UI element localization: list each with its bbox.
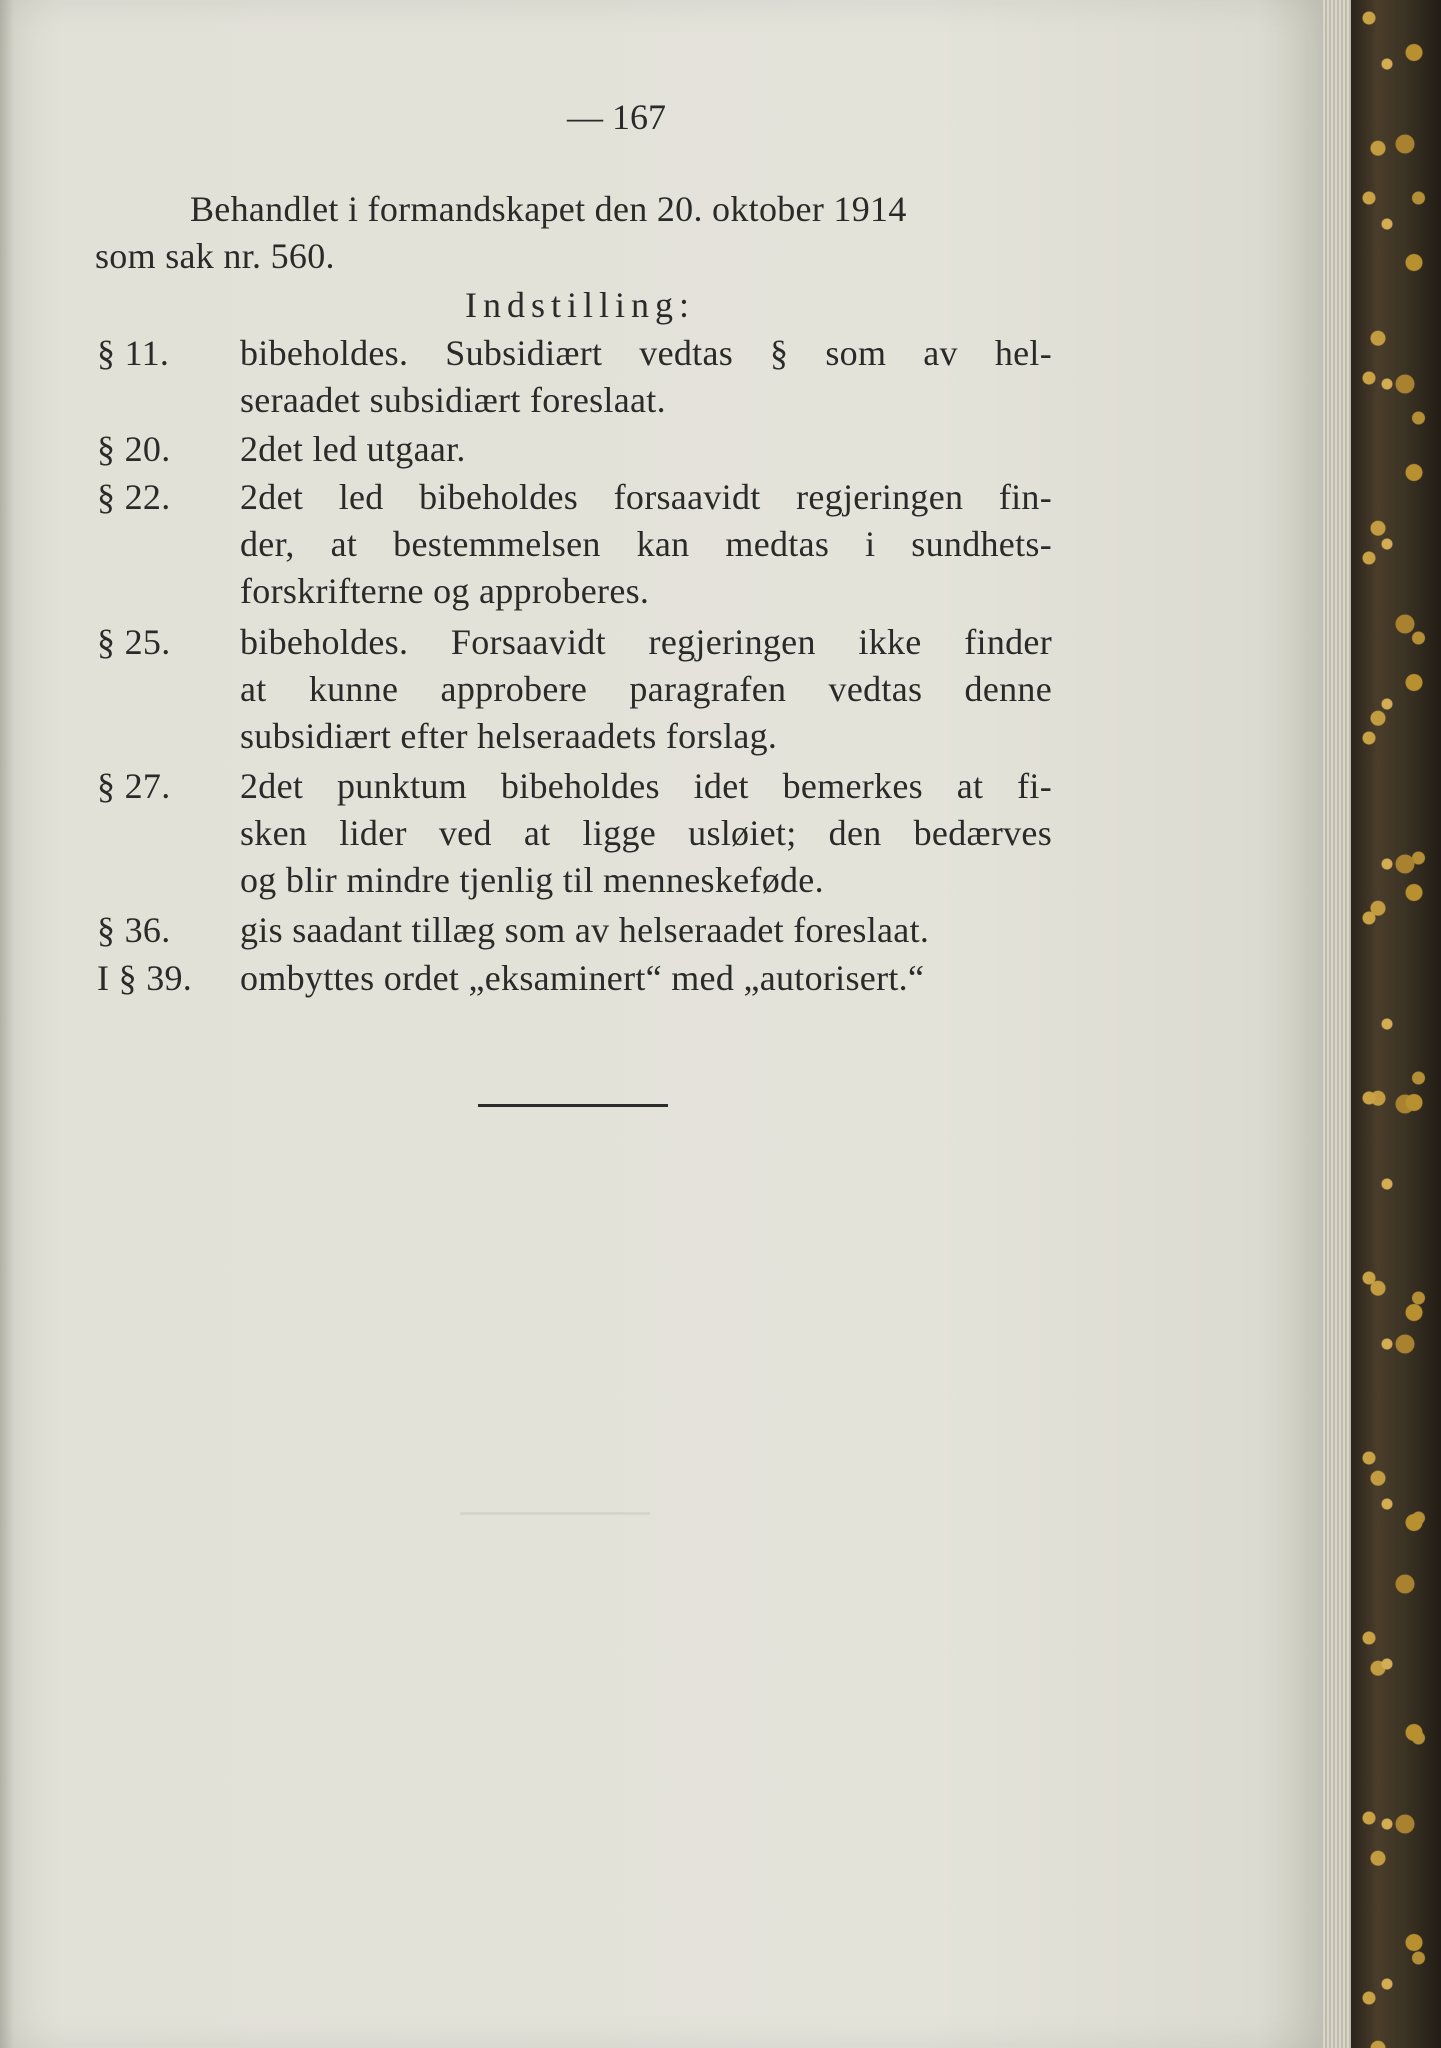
- show-through-rule: [460, 1512, 650, 1515]
- section-line: 2det led utgaar.: [240, 429, 466, 469]
- section-line: sken lider ved at ligge usløiet; den bedærves: [240, 813, 1052, 853]
- section-line: der, at bestemmelsen kan medtas i sundhets-: [240, 524, 1052, 564]
- closing-rule: [478, 1104, 668, 1107]
- section-number: § 22.: [97, 477, 171, 517]
- page-number-text: — 167: [567, 97, 666, 137]
- page-number: [0, 96, 1323, 138]
- section-text: [240, 426, 1052, 473]
- section-text: [240, 330, 1052, 424]
- section-number: § 36.: [97, 910, 171, 950]
- section-text: [240, 955, 1052, 1002]
- section-line: ombyttes ordet „eksaminert“ med „autorisert.“: [240, 958, 925, 998]
- section-number: I § 39.: [97, 958, 193, 998]
- section-text: [240, 763, 1052, 904]
- section-number: § 11.: [97, 333, 170, 373]
- section-line: og blir mindre tjenlig til menneskeføde.: [240, 860, 824, 900]
- intro-line-1: Behandlet i formandskapet den 20. oktober 1914: [190, 189, 907, 229]
- book-binding: [1351, 0, 1441, 2048]
- section-text: [240, 907, 1052, 954]
- section-line: bibeholdes. Forsaavidt regjeringen ikke finder: [240, 622, 1052, 662]
- section-number: § 25.: [97, 622, 171, 662]
- section-line: 2det punktum bibeholdes idet bemerkes at fi-: [240, 766, 1052, 806]
- intro-line-2: som sak nr. 560.: [95, 236, 335, 276]
- section-line: forskrifterne og approberes.: [240, 571, 650, 611]
- section-line: seraadet subsidiært foreslaat.: [240, 380, 666, 420]
- section-text: [240, 474, 1052, 615]
- section-line: 2det led bibeholdes forsaavidt regjeringen fin-: [240, 477, 1052, 517]
- section-line: at kunne approbere paragrafen vedtas denne: [240, 669, 1052, 709]
- section-number: § 20.: [97, 429, 171, 469]
- indstilling-heading: Indstilling:: [464, 285, 695, 325]
- section-line: subsidiært efter helseraadets forslag.: [240, 716, 778, 756]
- page-edges: [1323, 0, 1351, 2048]
- section-text: [240, 619, 1052, 760]
- section-line: bibeholdes. Subsidiært vedtas § som av hel-: [240, 333, 1052, 373]
- section-line: gis saadant tillæg som av helseraadet foreslaat.: [240, 910, 930, 950]
- section-number: § 27.: [97, 766, 171, 806]
